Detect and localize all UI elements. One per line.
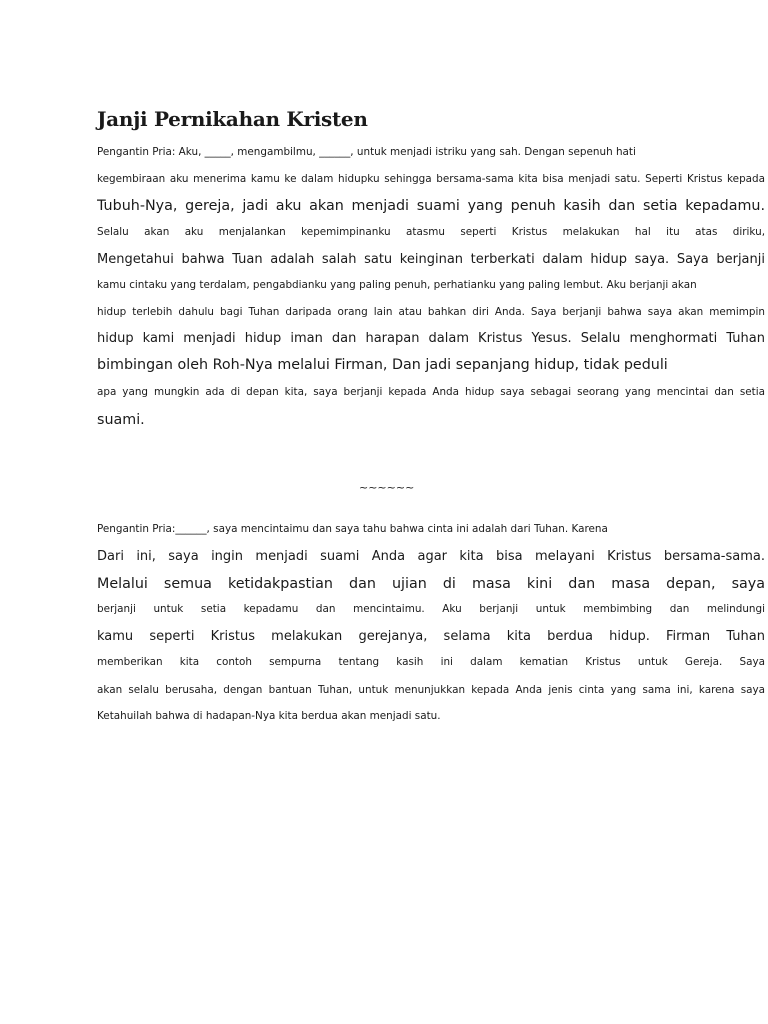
vow-line: Ketahuilah bahwa di hadapan-Nya kita berdua akan menjadi satu. — [97, 710, 441, 722]
vow-line: kamu cintaku yang terdalam, pengabdianku yang paling penuh, perhatianku yang paling lembut. Aku berjanji akan — [97, 279, 697, 291]
vow-line: Mengetahui bahwa Tuan adalah salah satu keinginan terberkati dalam hidup saya. Saya berjanji — [97, 252, 765, 267]
section-separator: ~~~~~~ — [359, 481, 415, 494]
vow-line: suami. — [97, 412, 145, 428]
vow-line: hidup kami menjadi hidup iman dan harapan dalam Kristus Yesus. Selalu menghormati Tuhan — [97, 331, 765, 346]
vow-line: hidup terlebih dahulu bagi Tuhan daripada orang lain atau bahkan diri Anda. Saya berjanji bahwa saya akan memimpin — [97, 306, 765, 318]
vow-line: Dari ini, saya ingin menjadi suami Anda agar kita bisa melayani Kristus bersama-sama. — [97, 549, 765, 564]
vow-line: apa yang mungkin ada di depan kita, saya berjanji kepada Anda hidup saya sebagai seorang yang mencintai dan setia — [97, 386, 765, 398]
vow-line: akan selalu berusaha, dengan bantuan Tuhan, untuk menunjukkan kepada Anda jenis cinta yang sama ini, karena saya — [97, 684, 765, 696]
vow-line: bimbingan oleh Roh-Nya melalui Firman, Dan jadi sepanjang hidup, tidak peduli — [97, 357, 668, 373]
vow-line: Selalu akan aku menjalankan kepemimpinanku atasmu seperti Kristus melakukan hal itu atas diriku, — [97, 226, 765, 238]
vow-line: kamu seperti Kristus melakukan gerejanya, selama kita berdua hidup. Firman Tuhan — [97, 629, 765, 644]
vow-line: Pengantin Pria:______, saya mencintaimu dan saya tahu bahwa cinta ini adalah dari Tuhan. Karena — [97, 523, 608, 535]
vow-line: kegembiraan aku menerima kamu ke dalam hidupku sehingga bersama-sama kita bisa menjadi satu. Seperti Kristus kepada — [97, 173, 765, 185]
vow-line: berjanji untuk setia kepadamu dan mencintaimu. Aku berjanji untuk membimbing dan melindungi — [97, 603, 765, 615]
vow-line: Pengantin Pria: Aku, _____, mengambilmu, ______, untuk menjadi istriku yang sah. Dengan sepenuh hati — [97, 146, 636, 158]
vow-line: Melalui semua ketidakpastian dan ujian di masa kini dan masa depan, saya — [97, 576, 765, 592]
document-title: Janji Pernikahan Kristen — [97, 107, 368, 131]
document-page — [97, 0, 765, 1024]
vow-line: memberikan kita contoh sempurna tentang kasih ini dalam kematian Kristus untuk Gereja. Saya — [97, 656, 765, 668]
vow-line: Tubuh-Nya, gereja, jadi aku akan menjadi suami yang penuh kasih dan setia kepadamu. — [97, 198, 765, 214]
